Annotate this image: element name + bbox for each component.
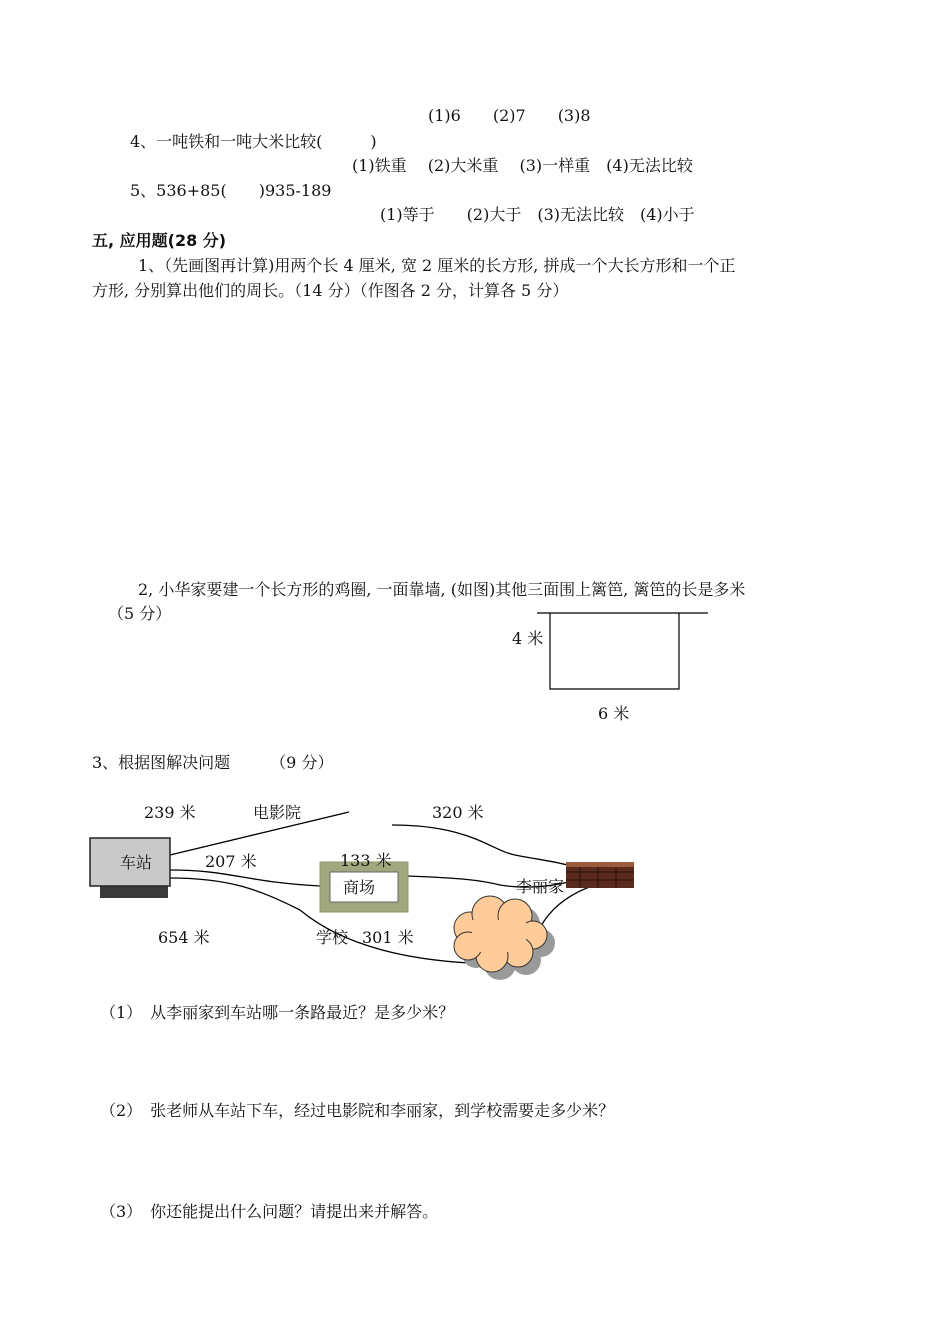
label-station: 车站 <box>120 853 153 872</box>
label-d-cinema-home: 320 米 <box>432 803 484 822</box>
fence-bottom-label: 6 米 <box>598 704 630 723</box>
problem1-line1: 1、（先画图再计算)用两个长 4 厘米, 宽 2 厘米的长方形, 拼成一个大长方形和一个正 <box>138 256 736 275</box>
section-title: 五, 应用题(28 分) <box>92 231 227 250</box>
label-d-station-school: 654 米 <box>158 928 210 947</box>
fence-side-label: 4 米 <box>512 629 544 648</box>
label-mall: 商场 <box>343 878 376 897</box>
q3-options: (1)6 (2)7 (3)8 <box>428 106 591 125</box>
label-home: 李丽家 <box>516 877 565 896</box>
label-cinema: 电影院 <box>253 803 302 822</box>
problem1-line2: 方形, 分别算出他们的周长。（14 分）（作图各 2 分，计算各 5 分） <box>92 281 569 300</box>
subquestion-3: （3） 你还能提出什么问题？请提出来并解答。 <box>100 1202 439 1221</box>
q5-stem: 5、536+85( )935-189 <box>130 181 332 200</box>
problem2-line2: （5 分） <box>108 604 172 623</box>
label-d-school-home: 301 米 <box>362 928 414 947</box>
road-station-mall <box>170 870 320 886</box>
label-d-station-cinema: 239 米 <box>144 803 196 822</box>
subquestion-1: （1） 从李丽家到车站哪一条路最近？是多少米？ <box>100 1003 455 1022</box>
problem2-line1: 2, 小华家要建一个长方形的鸡圈, 一面靠墙, (如图)其他三面围上篱笆, 篱笆的长是多米 <box>138 580 746 599</box>
q4-stem: 4、一吨铁和一吨大米比较( ) <box>130 132 377 151</box>
q5-options: (1)等于 (2)大于 (3)无法比较 (4)小于 <box>380 205 695 224</box>
road-cinema-home <box>392 825 570 866</box>
problem3-title: 3、根据图解决问题 （9 分） <box>92 753 334 772</box>
label-d-mall-home: 133 米 <box>340 851 392 870</box>
school-cloud-icon <box>454 896 555 980</box>
label-d-station-mall: 207 米 <box>205 852 257 871</box>
subquestion-2: （2） 张老师从车站下车，经过电影院和李丽家，到学校需要走多少米？ <box>100 1101 615 1120</box>
home-icon <box>566 862 634 888</box>
q4-options: (1)铁重 (2)大米重 (3)一样重 (4)无法比较 <box>352 156 693 175</box>
label-school: 学校 <box>316 928 349 947</box>
